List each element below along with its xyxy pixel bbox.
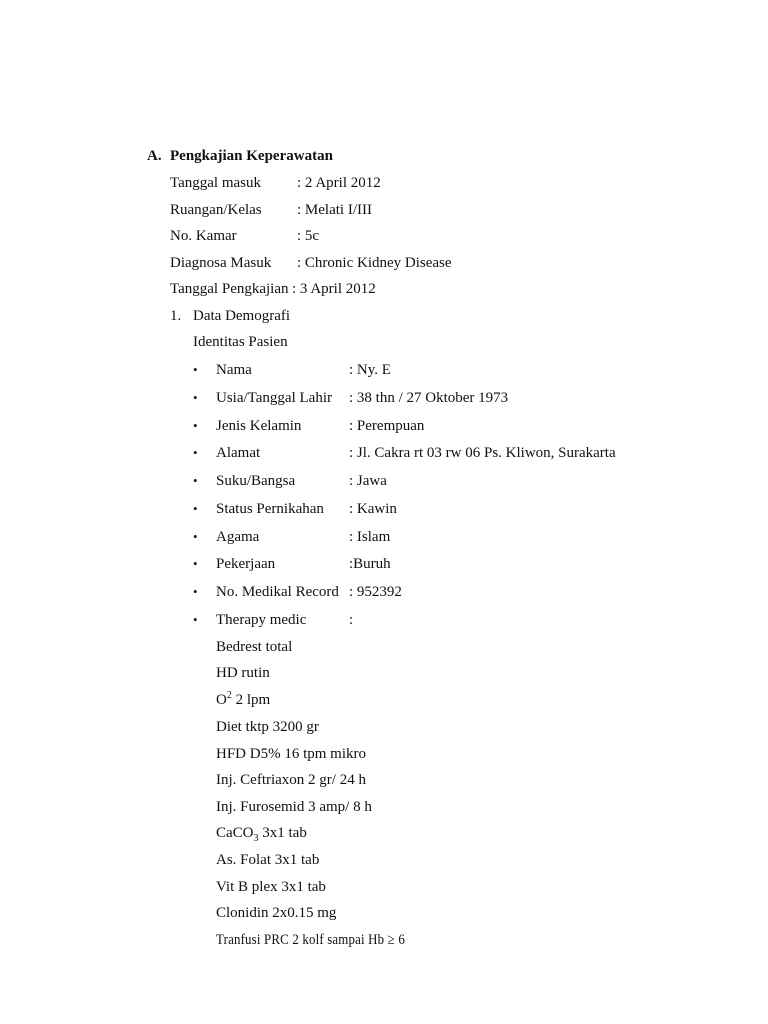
therapy-vitb: Vit B plex 3x1 tab xyxy=(216,879,326,895)
bullet-icon: • xyxy=(193,418,198,433)
patient-value-status-pernikahan: : Kawin xyxy=(349,501,397,517)
therapy-bedrest: Bedrest total xyxy=(216,639,293,655)
therapy-tranfusi xyxy=(216,931,436,949)
patient-value-nama: : Ny. E xyxy=(349,362,391,378)
bullet-icon: • xyxy=(193,390,198,405)
field-value-no-kamar: : 5c xyxy=(297,228,320,244)
therapy-ceftriaxon: Inj. Ceftriaxon 2 gr/ 24 h xyxy=(216,772,366,788)
bullet-icon: • xyxy=(193,445,198,460)
patient-label-jenis-kelamin: Jenis Kelamin xyxy=(216,418,302,434)
patient-value-therapy-medic: : xyxy=(349,612,354,628)
patient-label-alamat: Alamat xyxy=(216,445,261,461)
patient-value-suku-bangsa: : Jawa xyxy=(349,473,387,489)
field-value-tanggal-pengkajian: : 3 April 2012 xyxy=(292,281,376,297)
section-title: Pengkajian Keperawatan xyxy=(170,148,333,164)
patient-value-agama: : Islam xyxy=(349,529,391,545)
bullet-icon: • xyxy=(193,584,198,599)
therapy-hfd: HFD D5% 16 tpm mikro xyxy=(216,746,366,762)
subsection-title: Data Demografi xyxy=(193,308,291,324)
patient-label-usia: Usia/Tanggal Lahir xyxy=(216,390,332,406)
patient-label-pekerjaan: Pekerjaan xyxy=(216,556,276,572)
therapy-caco3: CaCO$_3$ 3x1 tab xyxy=(216,825,307,844)
therapy-furosemid: Inj. Furosemid 3 amp/ 8 h xyxy=(216,799,372,815)
subsection-number: 1. xyxy=(170,308,182,324)
patient-value-usia: : 38 thn / 27 Oktober 1973 xyxy=(349,390,509,406)
bullet-icon: • xyxy=(193,473,198,488)
therapy-hd: HD rutin xyxy=(216,665,270,681)
patient-value-no-medikal-record: : 952392 xyxy=(349,584,402,600)
section-marker: A. xyxy=(147,148,162,164)
field-value-diagnosa-masuk: : Chronic Kidney Disease xyxy=(297,255,452,271)
field-label-diagnosa-masuk: Diagnosa Masuk xyxy=(170,255,272,271)
bullet-icon: • xyxy=(193,612,198,627)
field-label-tanggal-pengkajian: Tanggal Pengkajian xyxy=(170,281,289,297)
bullet-icon: • xyxy=(193,529,198,544)
field-value-tanggal-masuk: : 2 April 2012 xyxy=(297,175,381,191)
therapy-oxygen: $O^2$ 2 lpm xyxy=(216,690,271,708)
therapy-tranfusi-text: Tranfusi PRC 2 kolf sampai Hb ≥ 6 xyxy=(216,932,405,948)
bullet-icon: • xyxy=(193,362,198,377)
field-label-tanggal-masuk: Tanggal masuk xyxy=(170,175,262,191)
subsection-subtitle: Identitas Pasien xyxy=(193,334,288,350)
patient-value-jenis-kelamin: : Perempuan xyxy=(349,418,425,434)
patient-label-nama: Nama xyxy=(216,362,252,378)
therapy-folat: As. Folat 3x1 tab xyxy=(216,852,320,868)
bullet-icon: • xyxy=(193,501,198,516)
bullet-icon: • xyxy=(193,556,198,571)
field-value-ruangan-kelas: : Melati I/III xyxy=(297,202,372,218)
patient-value-pekerjaan: :Buruh xyxy=(349,556,391,572)
patient-value-alamat: : Jl. Cakra rt 03 rw 06 Ps. Kliwon, Surakarta xyxy=(349,445,616,461)
patient-label-therapy-medic: Therapy medic xyxy=(216,612,307,628)
therapy-diet: Diet tktp 3200 gr xyxy=(216,719,319,735)
field-label-ruangan-kelas: Ruangan/Kelas xyxy=(170,202,262,218)
field-label-no-kamar: No. Kamar xyxy=(170,228,237,244)
patient-label-status-pernikahan: Status Pernikahan xyxy=(216,501,324,517)
patient-label-suku-bangsa: Suku/Bangsa xyxy=(216,473,296,489)
therapy-clonidin: Clonidin 2x0.15 mg xyxy=(216,905,337,921)
patient-label-agama: Agama xyxy=(216,529,260,545)
patient-label-no-medikal-record: No. Medikal Record xyxy=(216,584,339,600)
